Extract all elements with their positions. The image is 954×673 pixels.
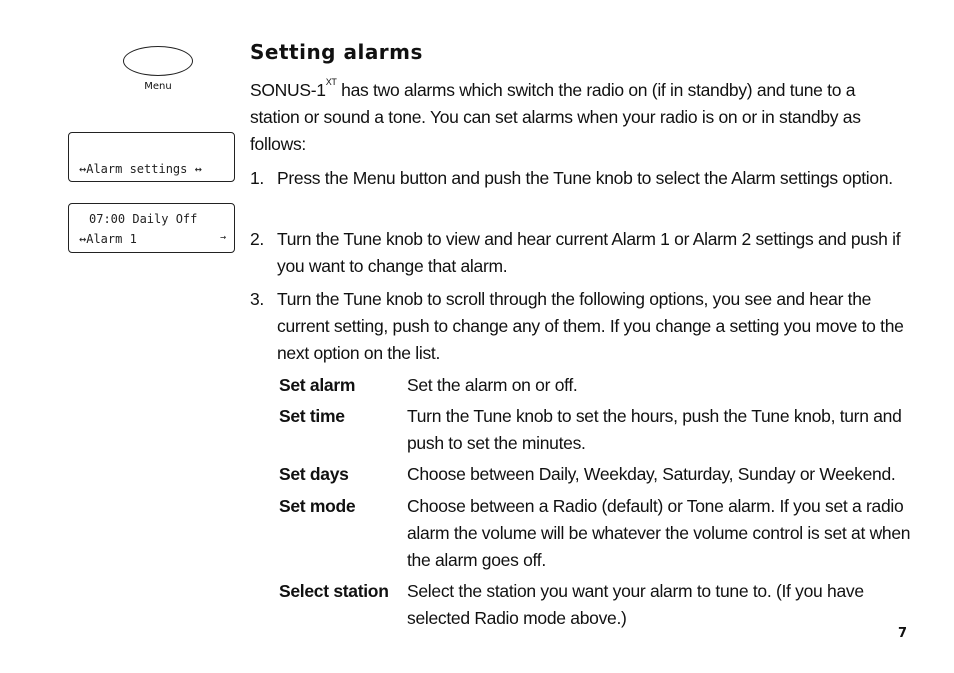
option-key: Set days — [279, 464, 349, 484]
step-text: Turn the Tune knob to view and hear current Alarm 1 or Alarm 2 settings and push if you want to change that alarm. — [277, 229, 901, 276]
option-key: Set alarm — [279, 375, 356, 395]
illustration-column — [0, 0, 240, 673]
lcd-line: ↔Alarm settings ↔ — [79, 162, 202, 176]
step-text: Press the Menu button and push the Tune knob to select the Alarm settings option. — [277, 168, 893, 188]
brand-superscript: XT — [325, 77, 337, 87]
lcd-display-alarm-1 — [68, 203, 235, 253]
option-value: Choose between Daily, Weekday, Saturday, Sunday or Weekend. — [407, 464, 896, 484]
lcd-display-alarm-settings — [68, 132, 235, 182]
step-number: 3. — [250, 289, 264, 309]
step-number: 1. — [250, 168, 264, 188]
section-heading: Setting alarms — [250, 40, 423, 64]
option-key: Set mode — [279, 496, 356, 516]
menu-label: Menu — [144, 81, 172, 92]
step-number: 2. — [250, 229, 264, 249]
brand-name: SONUS-1 — [250, 80, 326, 100]
option-value: Set the alarm on or off. — [407, 375, 578, 395]
option-value: Choose between a Radio (default) or Tone alarm. If you set a radio alarm the volume will be whatever the volume control is set at when the alarm goes off. — [407, 496, 911, 570]
option-value: Turn the Tune knob to set the hours, push the Tune knob, turn and push to set the minutes. — [407, 406, 902, 453]
lcd-line-alarm: ↔Alarm 1 — [79, 232, 137, 246]
step-text: Turn the Tune knob to scroll through the following options, you see and hear the current setting, push to change any of them. If you change a setting you move to the next option on the list. — [277, 289, 904, 363]
right-arrow-icon: → — [219, 232, 226, 243]
intro-text: has two alarms which switch the radio on (if in standby) and tune to a station or sound a tone. You can set alarms when your radio is on or in standby as follows: — [250, 80, 861, 154]
section-heading-wrap — [250, 40, 920, 64]
lcd-line-time: 07:00 Daily Off — [89, 212, 198, 226]
menu-button-illustration — [123, 46, 193, 76]
option-value: Select the station you want your alarm to tune to. (If you have selected Radio mode above.) — [407, 581, 864, 628]
intro-paragraph — [250, 77, 900, 158]
page-number: 7 — [898, 626, 908, 641]
option-key: Set time — [279, 406, 345, 426]
option-key: Select station — [279, 581, 389, 601]
